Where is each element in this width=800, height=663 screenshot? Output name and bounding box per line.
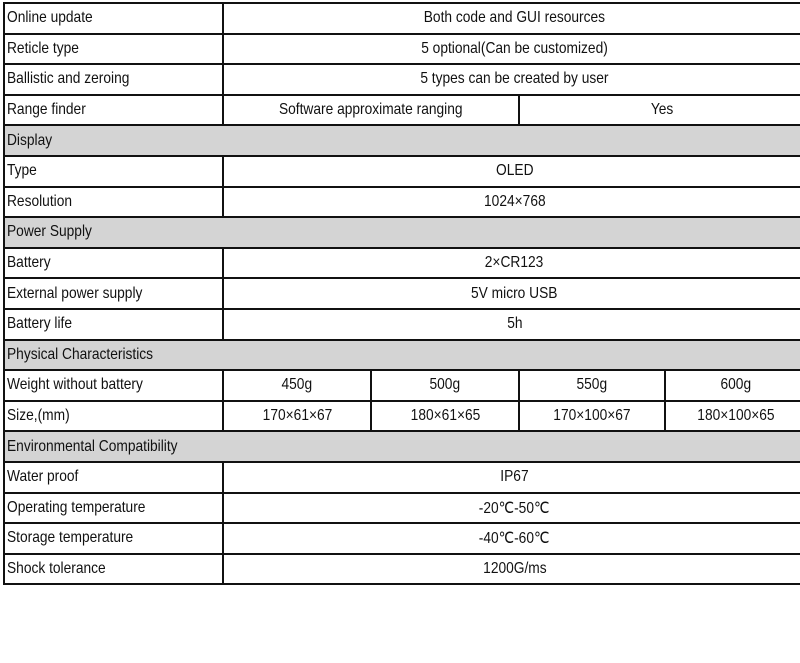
section-header-row: [4, 125, 800, 156]
spec-value: [371, 370, 519, 401]
section-header-row: [4, 340, 800, 371]
spec-row: [4, 248, 800, 279]
spec-row: [4, 3, 800, 34]
spec-value-text: 180×100×65: [696, 407, 775, 425]
spec-value: [371, 401, 519, 432]
spec-label-text: Resolution: [7, 192, 73, 210]
spec-row: [4, 523, 800, 554]
spec-value: [223, 554, 800, 585]
spec-value: [519, 401, 665, 432]
spec-value: [519, 95, 800, 126]
section-title: Display: [7, 131, 53, 149]
spec-value: [223, 34, 800, 65]
spec-label: [4, 309, 223, 340]
spec-label-text: Storage temperature: [7, 529, 134, 547]
spec-value-text: 500g: [429, 376, 461, 394]
spec-value-text: -20℃-50℃: [479, 499, 550, 517]
spec-value-text: 600g: [720, 376, 751, 394]
spec-value: [519, 370, 665, 401]
spec-value-text: 180×61×65: [410, 407, 480, 425]
spec-row: [4, 309, 800, 340]
spec-label-text: Water proof: [7, 468, 79, 486]
spec-value: [223, 523, 800, 554]
section-header: [4, 125, 800, 156]
spec-label-text: Size,(mm): [7, 407, 70, 425]
section-header-row: [4, 431, 800, 462]
spec-label: [4, 523, 223, 554]
spec-value: [223, 64, 800, 95]
spec-label: [4, 34, 223, 65]
spec-value-text: Yes: [651, 101, 674, 119]
spec-label: [4, 278, 223, 309]
section-title: Physical Characteristics: [7, 345, 154, 363]
spec-label-text: Online update: [7, 9, 93, 27]
section-title: Environmental Compatibility: [7, 437, 178, 455]
spec-value: [223, 95, 519, 126]
spec-label: [4, 248, 223, 279]
spec-label: [4, 401, 223, 432]
spec-value: [223, 156, 800, 187]
spec-label-text: Weight without battery: [7, 376, 143, 394]
spec-label: [4, 64, 223, 95]
spec-value-text: OLED: [495, 162, 534, 180]
spec-label: [4, 95, 223, 126]
spec-label: [4, 156, 223, 187]
spec-row: [4, 95, 800, 126]
spec-label-text: Type: [7, 162, 37, 180]
spec-value-text: 1200G/ms: [482, 559, 547, 577]
spec-label-text: Battery: [7, 254, 51, 272]
spec-label: [4, 187, 223, 218]
spec-table: [3, 2, 800, 585]
spec-label-text: External power supply: [7, 284, 143, 302]
spec-row: [4, 554, 800, 585]
spec-row: [4, 64, 800, 95]
spec-value-text: 450g: [281, 376, 313, 394]
spec-value-text: 170×100×67: [553, 407, 631, 425]
spec-value-text: 170×61×67: [262, 407, 332, 425]
spec-value-text: IP67: [500, 468, 529, 486]
spec-row: [4, 187, 800, 218]
spec-value: [223, 462, 800, 493]
spec-row: [4, 401, 800, 432]
section-header: [4, 217, 800, 248]
spec-value: [223, 187, 800, 218]
spec-value: [223, 493, 800, 524]
section-header: [4, 431, 800, 462]
spec-row: [4, 34, 800, 65]
spec-value-text: 550g: [576, 376, 608, 394]
spec-label-text: Range finder: [7, 101, 86, 119]
spec-value-text: -40℃-60℃: [479, 530, 550, 548]
spec-value-text: 5 types can be created by user: [420, 70, 609, 88]
spec-value: [223, 309, 800, 340]
spec-label-text: Shock tolerance: [7, 559, 106, 577]
spec-value: [223, 370, 371, 401]
spec-label: [4, 554, 223, 585]
spec-label: [4, 493, 223, 524]
spec-value-text: Both code and GUI resources: [423, 9, 606, 27]
spec-row: [4, 462, 800, 493]
spec-value: [665, 401, 800, 432]
spec-label: [4, 3, 223, 34]
spec-value: [223, 278, 800, 309]
spec-value-text: 2×CR123: [485, 254, 544, 272]
spec-value-text: 1024×768: [483, 192, 546, 210]
section-header: [4, 340, 800, 371]
spec-row: [4, 156, 800, 187]
spec-label: [4, 462, 223, 493]
spec-value-text: 5 optional(Can be customized): [421, 39, 608, 57]
spec-value: [665, 370, 800, 401]
spec-label-text: Ballistic and zeroing: [7, 70, 130, 88]
spec-row: [4, 370, 800, 401]
spec-value: [223, 3, 800, 34]
spec-value-text: 5h: [506, 315, 523, 333]
spec-row: [4, 278, 800, 309]
section-title: Power Supply: [7, 223, 92, 241]
spec-label: [4, 370, 223, 401]
section-header-row: [4, 217, 800, 248]
spec-value: [223, 401, 371, 432]
spec-value: [223, 248, 800, 279]
spec-row: [4, 493, 800, 524]
spec-label-text: Operating temperature: [7, 498, 146, 516]
spec-label-text: Battery life: [7, 315, 73, 333]
spec-value-text: Software approximate ranging: [279, 101, 463, 119]
spec-value-text: 5V micro USB: [471, 284, 558, 302]
spec-label-text: Reticle type: [7, 39, 79, 57]
